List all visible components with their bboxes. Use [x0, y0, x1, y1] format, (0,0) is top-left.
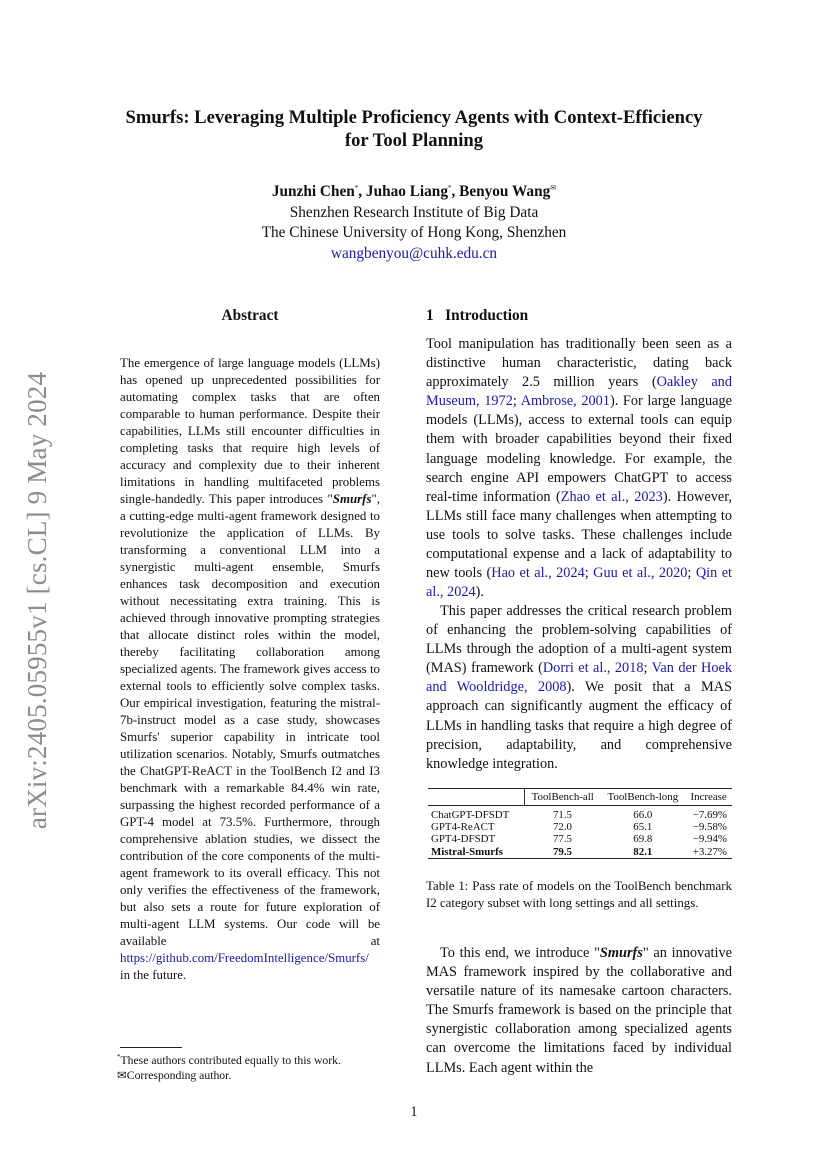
author-name: Junzhi Chen: [271, 183, 355, 200]
footnote-text: These authors contributed equally to this work.: [120, 1054, 341, 1067]
text-run: Tool manipulation has traditionally been seen as a distinctive human characteristic, dating back approximately 2.5 million years (: [426, 336, 732, 391]
citation-link[interactable]: Zhao et al., 2023: [560, 488, 663, 505]
text-run: " an innovative MAS framework inspired by the collaborative and versatile nature of its namesake cartoon characters. The Smurfs framework is based on the principle that synergistic collaboration among specialized agents can overcome the limitations faced by individual LLMs. Each agent within the: [426, 945, 732, 1076]
author-mark: ✉: [550, 184, 557, 192]
abstract-smurfs-emph: Smurfs: [332, 492, 372, 506]
value-cell: 82.1: [633, 845, 653, 858]
author-email-link[interactable]: wangbenyou@cuhk.edu.cn: [330, 244, 498, 262]
abstract-text-part: ", a cutting-edge multi-agent framework designed to revolutionize the application of LLMs. By transforming a conventional LLM into a synergistic multi-agent ensemble, Smurfs enhances task decomposition and execution without necessitating extra training. This is achieved through innovative prompting strategies that allocate distinct roles within the model, thereby facilitating collaboration among specialized agents. The framework gives access to external tools to efficiently solve complex tasks. Our empirical investigation, featuring the mistral-7b-instruct model as a case study, showcases Smurfs' superior capability in intricate tool utilization scenarios. Notably, Smurfs outmatches the ChatGPT-ReACT in the ToolBench I2 and I3 benchmark with a remarkable 84.4% win rate, surpassing the highest recorded performance of a GPT-4 model at 73.5%. Furthermore, through comprehensive ablation studies, we dissect the contribution of the core components of the multi-agent framework to its overall efficacy. This not only verifies the effectiveness of the framework, but also sets a route for future exploration of multi-agent LLM systems. Our code will be available at: [120, 492, 380, 948]
model-cell: GPT4-DFSDT: [431, 833, 496, 846]
paper-title: [90, 106, 738, 152]
citation-link[interactable]: Van der Hoek and Wooldridge, 2008: [426, 660, 732, 696]
introduction-heading: [426, 307, 528, 325]
citation-link[interactable]: Guu et al., 2020: [593, 565, 688, 582]
footnote-1: [117, 1050, 387, 1068]
citation-link[interactable]: Qin et al., 2024: [426, 565, 733, 601]
model-cell: ChatGPT-DFSDT: [431, 809, 510, 821]
text-run: ). For large language models (LLMs), access to external tools can equip them with broader capabilities beyond their fixed language modeling knowledge. For example, the search engine API empowers ChatGPT to access real-time information (: [426, 393, 732, 505]
value-cell: 65.1: [633, 821, 653, 834]
github-link[interactable]: https://github.com/FreedomIntelligence/Smurfs/: [120, 951, 369, 965]
value-cell: 69.8: [633, 833, 653, 846]
text-run: ).: [475, 584, 484, 601]
author-name: Benyou Wang: [459, 183, 551, 200]
value-cell: 79.5: [552, 845, 572, 858]
envelope-icon: ✉: [117, 1069, 127, 1082]
text-run: ;: [643, 660, 652, 677]
results-table: [428, 788, 732, 859]
citation-link[interactable]: Dorri et al., 2018: [542, 660, 644, 677]
table-row: [428, 846, 732, 859]
table-row: [428, 806, 732, 822]
smurfs-emph: Smurfs: [599, 945, 643, 961]
author-mark: *: [447, 184, 452, 192]
value-cell: 72.0: [552, 821, 572, 834]
intro-paragraph-1: [426, 335, 732, 602]
increase-cell: −9.94%: [692, 833, 727, 846]
footnote-mark: *: [117, 1053, 121, 1061]
abstract-heading: Abstract: [221, 307, 279, 324]
model-cell: GPT4-ReACT: [431, 821, 495, 834]
text-run: ;: [687, 565, 696, 582]
affiliation-1: Shenzhen Research Institute of Big Data: [289, 203, 539, 221]
table-header: ToolBench-all: [531, 791, 594, 803]
footnote-text: Corresponding author.: [126, 1069, 232, 1082]
arxiv-stamp: [3, 360, 73, 840]
table-header: Increase: [690, 791, 727, 803]
increase-cell: −7.69%: [692, 809, 727, 821]
value-cell: 71.5: [552, 809, 572, 821]
title-line-1: Smurfs: Leveraging Multiple Proficiency Agents with Context-Efficiency: [125, 107, 703, 128]
citation-link[interactable]: Ambrose, 2001: [520, 393, 610, 410]
model-cell: Mistral-Smurfs: [431, 845, 503, 858]
table-row: [428, 821, 732, 833]
text-run: To this end, we introduce ": [440, 945, 600, 961]
section-number: 1: [426, 307, 434, 324]
section-title: Introduction: [445, 307, 529, 324]
table-header: ToolBench-long: [607, 791, 679, 803]
page-number: 1: [410, 1104, 418, 1120]
table-header: [428, 789, 525, 806]
text-run: ). We posit that a MAS approach can significantly augment the efficacy of LLMs in handling tasks that require a high degree of precision, adaptability, and comprehensive knowledge integration.: [426, 679, 732, 772]
author-name: Juhao Liang: [365, 183, 448, 200]
citation-link[interactable]: Hao et al., 2024: [491, 565, 585, 582]
text-run: ;: [512, 393, 521, 410]
table-row: [428, 833, 732, 845]
abstract-text-part: The emergence of large language models (LLMs) has opened up unprecedented possibilities for automating complex tasks that are often comparable to human performance. Despite their capabilities, LLMs still encounter difficulties in completing tasks that require high levels of accuracy and complexity due to their inherent limitations in handling multifaceted problems single-handedly. This paper introduces ": [120, 356, 380, 506]
increase-cell: −9.58%: [692, 821, 727, 834]
citation-link[interactable]: Oakley and Museum, 1972: [426, 374, 732, 410]
increase-cell: +3.27%: [692, 845, 727, 858]
affiliation-2: The Chinese University of Hong Kong, Shenzhen: [261, 224, 567, 241]
intro-paragraph-2: [426, 602, 732, 774]
value-cell: 66.0: [633, 809, 653, 821]
arxiv-id: arXiv:2405.05955v1 [cs.CL] 9 May 2024: [22, 371, 53, 829]
text-run: This paper addresses the critical research problem of enhancing the problem-solving capabilities of LLMs through the adoption of a multi-agent system (MAS) framework (: [426, 603, 732, 677]
title-line-2: for Tool Planning: [344, 130, 484, 151]
author-block: [100, 178, 728, 264]
value-cell: 77.5: [552, 833, 572, 846]
author-names: Junzhi Chen*, Juhao Liang*, Benyou Wang✉: [271, 183, 557, 200]
abstract-text: [120, 355, 380, 984]
table-caption: Table 1: Pass rate of models on the ToolBench benchmark I2 category subset with long settings and all settings.: [426, 879, 732, 910]
abstract-text-part: in the future.: [120, 968, 187, 982]
text-run: ;: [584, 565, 594, 582]
footnote-divider: [120, 1047, 182, 1048]
table-header-row: [428, 789, 732, 806]
footnotes: [117, 1050, 387, 1083]
intro-paragraph-3: [426, 944, 732, 1078]
footnote-2: [117, 1068, 387, 1083]
text-run: ). However, LLMs still face many challenges when attempting to use tools to solve tasks. These challenges include computational expense and a lack of adaptability to new tools (: [426, 488, 732, 582]
author-mark: *: [354, 184, 359, 192]
